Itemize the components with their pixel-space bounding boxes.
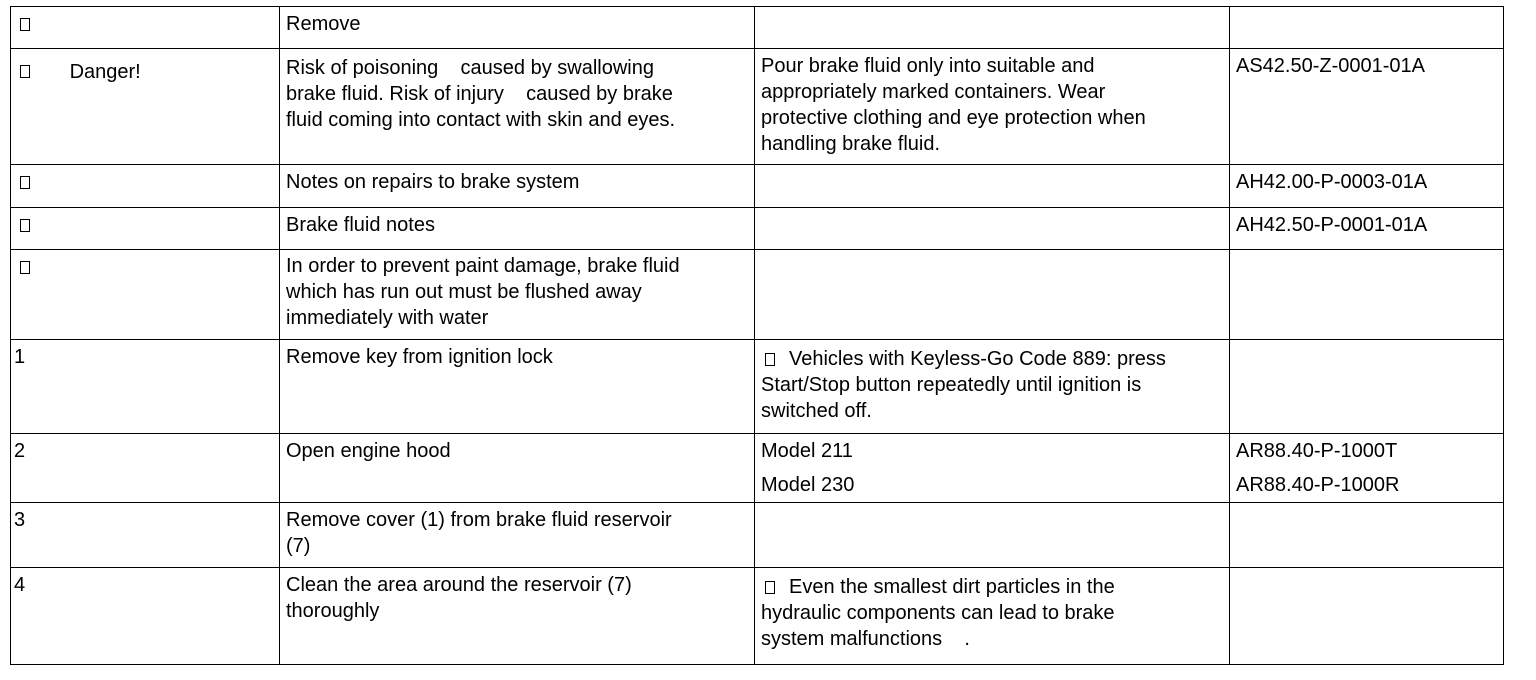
note-checkbox-icon (765, 353, 775, 366)
step-text-line: Clean the area around the reservoir (7) (286, 573, 632, 596)
note-checkbox-icon (20, 261, 30, 274)
note-text-line: Start/Stop button repeatedly until ignition is (761, 373, 1142, 396)
note-checkbox-icon (20, 176, 30, 189)
hazard-text-line: brake fluid. Risk of injury caused by brake (286, 83, 673, 106)
table-row (11, 503, 1504, 567)
step-text: Remove (286, 13, 361, 35)
table-row (11, 339, 1504, 433)
step-number: 3 (14, 509, 26, 532)
model-label: Model 230 (761, 474, 855, 497)
document-reference-link[interactable]: AH42.50-P-0001-01A (1236, 213, 1428, 236)
table-row (11, 7, 1504, 49)
step-text-line: (7) (286, 535, 311, 558)
safety-text-line: handling brake fluid. (761, 133, 941, 156)
safety-text-line: appropriately marked containers. Wear (761, 81, 1106, 104)
step-text: Remove key from ignition lock (286, 345, 553, 368)
model-label: Model 211 (761, 440, 853, 463)
step-text-line: Remove cover (1) from brake fluid reservoir (286, 509, 672, 532)
document-reference-link[interactable]: AH42.00-P-0003-01A (1236, 171, 1428, 194)
document-reference-link[interactable]: AS42.50-Z-0001-01A (1236, 55, 1426, 78)
note-text-line: Vehicles with Keyless-Go Code 889: press (789, 347, 1166, 370)
hazard-text-line: Risk of poisoning caused by swallowing (286, 57, 654, 80)
safety-text-line: Pour brake fluid only into suitable and (761, 55, 1095, 78)
note-checkbox-icon (20, 219, 30, 232)
warning-checkbox-icon (20, 65, 30, 78)
table-row (11, 207, 1504, 249)
step-text: Notes on repairs to brake system (286, 171, 580, 194)
step-text-line: thoroughly (286, 599, 380, 622)
note-text-line: hydraulic components can lead to brake (761, 601, 1115, 624)
step-number: 4 (14, 573, 26, 596)
note-text-line: system malfunctions . (761, 627, 970, 650)
document-reference-link[interactable]: AR88.40-P-1000R (1236, 474, 1400, 497)
step-number: 1 (14, 345, 26, 368)
step-text: Brake fluid notes (286, 213, 435, 236)
note-text-line: immediately with water (286, 306, 489, 329)
table-row (11, 434, 1504, 503)
note-text-line: Even the smallest dirt particles in the (789, 575, 1115, 598)
hazard-text-line: fluid coming into contact with skin and eyes. (286, 109, 676, 132)
note-checkbox-icon (765, 581, 775, 594)
document-reference-link[interactable]: AR88.40-P-1000T (1236, 440, 1398, 463)
note-text-line: switched off. (761, 399, 872, 422)
repair-procedure-table (10, 6, 1504, 665)
table-row (11, 249, 1504, 339)
table-row (11, 567, 1504, 664)
table-row (11, 165, 1504, 207)
safety-text-line: protective clothing and eye protection when (761, 107, 1146, 130)
table-row (11, 49, 1504, 165)
step-number: 2 (14, 440, 26, 463)
note-checkbox-icon (20, 18, 30, 31)
note-text-line: In order to prevent paint damage, brake fluid (286, 254, 680, 277)
note-text-line: which has run out must be flushed away (286, 280, 642, 303)
danger-label: Danger! (69, 61, 141, 84)
step-text: Open engine hood (286, 440, 451, 463)
